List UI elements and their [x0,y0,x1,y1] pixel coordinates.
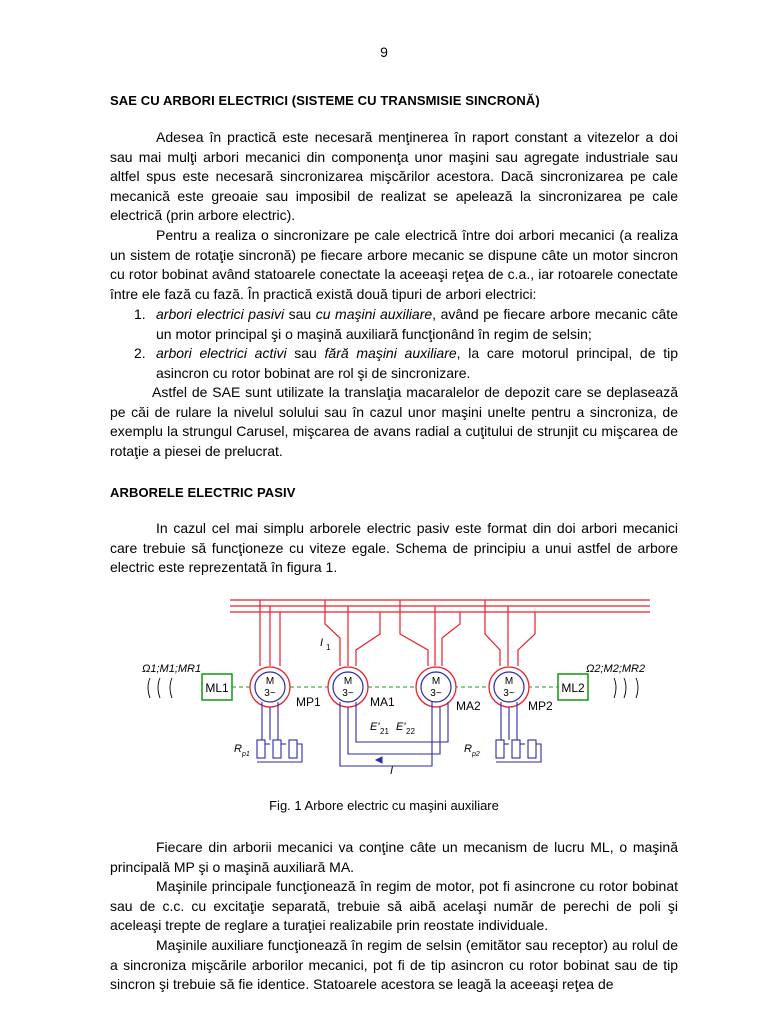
motor-mp2 [489,667,529,707]
figure-electric-shaft-diagram [130,594,650,782]
list-term: arbori electrici pasivi [156,306,285,322]
current-i1-subscript: 1 [326,643,331,652]
emf-e22-label: E' [396,721,406,733]
list-text: sau [286,345,325,361]
motor-ma2 [416,667,456,707]
motor-label-m: M [431,676,441,687]
mp1-label: MP1 [296,695,321,709]
motor-ma1 [328,667,368,707]
emf-e21-subscript: 21 [380,727,389,736]
rheostat-rp2 [496,740,541,762]
rheostat-rp1-label: R [234,743,242,755]
motor-mp1 [250,667,290,707]
rheostat-rp1 [257,740,302,762]
list-term: fără maşini auxiliare [324,345,457,361]
paragraph-sync: Pentru a realiza o sincronizare pe cale electrică între doi arbori mecanici (a realiza un sistem de rotaţie sincronă) pe fiecare arbore mecanic se dispune câte un motor sincron cu rotor bobinat având statoarele conectate la aceeaşi reţea de c.a., iar rotoarele conectate între ele fază cu fază. În practică există două tipuri de arbori electrici: [110,227,678,302]
right-shaft-params: Ω2;M2;MR2 [586,663,646,675]
ml1-label: ML1 [205,681,229,695]
current-i1-label: I [320,637,324,649]
figure-caption: Fig. 1 Arbore electric cu maşini auxiliare [269,798,499,813]
mp2-label: MP2 [528,699,553,713]
page-number: 9 [380,44,388,60]
motor-label-3phase: 3~ [264,688,276,699]
current-i-label: I [390,765,394,777]
motor-label-m: M [504,676,514,687]
section-heading-sae: SAE CU ARBORI ELECTRICI (SISTEME CU TRANSMISIE SINCRONĂ) [110,93,540,108]
list-text: , având pe fiecare arbore mecanic câte un motor principal şi o maşină auxiliară funcţionând în regim de selsin; [156,306,678,342]
rheostat-rp2-label: R [464,743,472,755]
motor-label-3phase: 3~ [430,688,442,699]
list-item-2 [110,344,678,383]
paragraph-aux-machines: Maşinile auxiliare funcţionează în regim de selsin (emitător sau receptor) au rolul de a sincroniza mişcările arborilor mecanici, pot fi de tip asincron cu rotor bobinat sau de tip sincron şi trebuie să fie identice. Statoarele acestora se leagă la aceeaşi reţea de [110,937,678,992]
ml2-label: ML2 [561,681,585,695]
list-number: 2. [134,345,146,361]
ma2-label: MA2 [456,699,481,713]
list-term: cu maşini auxiliare [315,306,433,322]
stator-connections [260,600,535,666]
list-item-1 [110,305,678,344]
section-heading-passive: ARBORELE ELECTRIC PASIV [110,485,296,500]
working-mechanism-ml2 [558,674,588,700]
motor-label-m: M [265,676,275,687]
paragraph-main-machines: Maşinile principale funcţionează în regim de motor, pot fi asincrone cu rotor bobinat sau de c.c. cu excitaţie separată, trebuie să aibă acelaşi număr de perechi de poli şi aceleaşi trepte de reglare a turaţiei realizabile prin reostate individuale. [110,878,678,933]
paragraph-components: Fiecare din arborii mecanici va conţine câte un mecanism de lucru ML, o maşină principală MP şi o maşină auxiliară MA. [110,839,678,875]
list-text: , la care motorul principal, de tip asincron cu rotor bobinat are rol şi de sincronizare. [156,345,678,381]
left-shaft-params: Ω1;M1;MR1 [142,663,202,675]
paragraph-simple-case: In cazul cel mai simplu arborele electric pasiv este format din doi arbori mecanici care trebuie să funcţioneze cu viteze egale. Schema de principiu a unui astfel de arbore electric este reprezentată în figura 1. [110,520,678,575]
paragraph-usage: Astfel de SAE sunt utilizate la translaţia macaralelor de depozit care se deplasează pe căi de rulare la nivelul solului sau în cazul unor maşini unelte pentru a sincroniza, de exemplu la strungul Carusel, mişcarea de avans radial a cuţitului de strunjit cu mişcarea de rotaţie a piesei de prelucrat. [110,384,678,459]
working-mechanism-ml1 [202,674,232,700]
supply-network-lines [230,600,650,612]
paragraph-intro: Adesea în practică este necesară menţinerea în raport constant a vitezelor a doi sau mai mulţi arbori mecanici din componenţa unor maşini sau agregate industriale sau altfel spus este necesară sincronizarea mişcărilor acestora. Dacă sincronizarea pe cale mecanică este greoaie sau imposibil de realizat se apelează la sincronizarea pe cale electrică (prin arbore electric). [110,129,678,223]
emf-e21-label: E' [370,721,380,733]
list-number: 1. [134,306,146,322]
motor-label-m: M [343,676,353,687]
emf-e22-subscript: 22 [406,727,415,736]
list-text: sau [284,306,316,322]
motor-label-3phase: 3~ [342,688,354,699]
motor-label-3phase: 3~ [503,688,515,699]
rheostat-rp2-subscript: p2 [472,751,480,758]
current-arrow-icon [376,757,382,763]
list-term: arbori electrici activi [156,345,287,361]
ma1-label: MA1 [370,695,395,709]
rheostat-rp1-subscript: p1 [242,751,250,758]
